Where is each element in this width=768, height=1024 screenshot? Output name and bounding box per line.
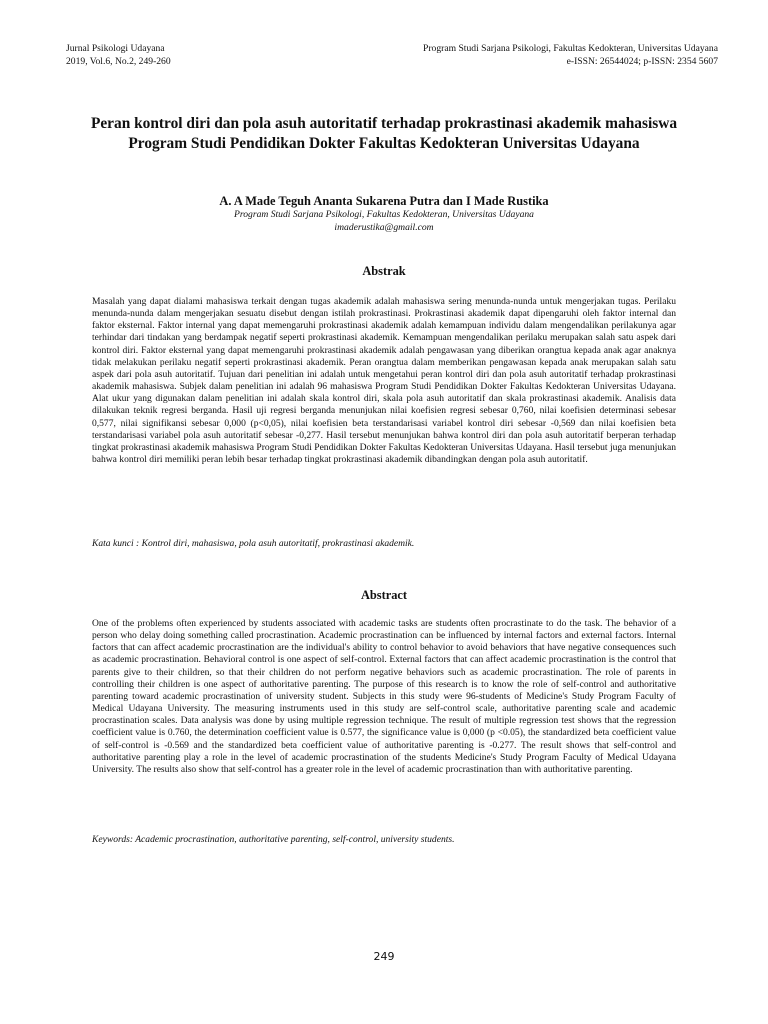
article-title: Peran kontrol diri dan pola asuh autoritatif terhadap prokrastinasi akademik mahasiswa Program Studi Pendidikan Dokter Fakultas Kedokteran Universitas Udayana <box>90 115 678 152</box>
author-email: imaderustika@gmail.com <box>334 222 434 233</box>
article-authors: A. A Made Teguh Ananta Sukarena Putra dan I Made Rustika <box>219 194 549 208</box>
journal-name: Jurnal Psikologi Udayana <box>66 43 165 54</box>
abstract-heading: Abstract <box>360 588 408 602</box>
page-number: 249 <box>373 950 395 963</box>
abstract-keywords: Keywords: Academic procrastination, authoritative parenting, self-control, university students. <box>92 834 455 845</box>
abstrak-body: Masalah yang dapat dialami mahasiswa terkait dengan tugas akademik adalah mahasiswa sering menunda-nunda untuk mengerjakan tugas. Perilaku menunda-nunda dalam mengerjakan sesuatu disebut dengan istilah prokrastinasi. Prokrastinasi akademik dapat dipengaruhi oleh faktor internal dan faktor eksternal. Faktor internal yang dapat memengaruhi prokrastinasi akademik adalah kemampuan individu dalam mengendalikan perilakunya agar terhindar dari tindakan yang berdampak negatif seperti prokrastinasi akademik. Kemampuan mengendalikan perilaku merupakan salah satu aspek dari kontrol diri. Faktor eksternal yang dapat memengaruhi prokrastinasi akademik adalah pengawasan yang diberikan orangtua kepada anak agar anaknya tidak melakukan perilaku negatif seperti prokrastinasi akademik. Peran orangtua dalam memberikan pengawasan kepada anak merupakan salah satu aspek dari pola asuh autoritatif. Tujuan dari penelitian ini adalah untuk mengetahui peran kontrol diri dan pola asuh autoritatif terhadap prokrastinasi akademik mahasiswa. Subjek dalam penelitian ini adalah 96 mahasiswa Program Studi Pendidikan Dokter Fakultas Kedokteran Universitas Udayana. Alat ukur yang digunakan dalam penelitian ini adalah skala kontrol diri, skala pola asuh autoritatif dan skala prokrastinasi akademik. Analisis data dilakukan teknik regresi berganda. Hasil uji regresi berganda menunjukan nilai koefisien regresi sebesar 0,760, nilai koefisien determinasi sebesar 0,577, nilai signifikansi sebesar 0,000 (p<0,05), nilai koefisien beta terstandarisasi variabel kontrol diri sebesar -0,569 dan nilai koefisien beta terstandarisasi variabel pola asuh autoritatif sebesar -0,277. Hasil tersebut menunjukan bahwa kontrol diri dan pola asuh autoritatif berperan terhadap tingkat prokrastinasi akademik mahasiswa Program Studi Pendidikan Dokter Fakultas Kedokteran Universitas Udayana. Hasil tersebut juga menunjukan bahwa kontrol diri memiliki peran lebih besar terhadap tingkat prokrastinasi akademik dibandingkan dengan pola asuh autoritatif. <box>92 296 676 466</box>
header-left <box>66 42 171 68</box>
author-affiliation: Program Studi Sarjana Psikologi, Fakultas Kedokteran, Universitas Udayana <box>234 209 534 220</box>
abstrak-heading: Abstrak <box>362 264 406 278</box>
header-right <box>423 42 718 68</box>
abstract-body: One of the problems often experienced by students associated with academic tasks are students often procrastinate to do the task. The behavior of a person who delay doing something called procrastination. Academic procrastination can be influenced by internal factors and external factors. Internal factors that can affect academic procrastination are the individual's ability to control behavior to avoid behaviors that have negative consequences such as academic procrastination. Behavioral control is one aspect of self-control. External factors that can affect academic procrastination is the control that parents give to their children, so that their children do not perform negative behaviors such as academic procrastination. The role of parents in controlling their children is one aspect of authoritative parenting. The purpose of this research is to know the role of self-control and authoritative parenting toward academic procrastination of university student. Subjects in this study were 96-students of Medicine's Study Program Faculty of Medical Udayana University. The measuring instruments used in this study are self-control scale, authoritative parenting scale and academic procrastination scales. Data analysis was done by using multiple regression technique. The result of multiple regression test shows that the regression coefficient value is 0.760, the determination coefficient value is 0.577, the significance value is 0,000 (p <0.05), the standardized beta coefficient value of self-control is -0.569 and the standardized beta coefficient value of authoritative parenting is -0.277. The result shows that self-control and authoritative parenting play a role in the level of academic procrastination of the students Medicine's Study Program Faculty of Medical Udayana University. The results also show that self-control has a greater role in the level of academic procrastination than with authoritative parenting. <box>92 618 676 775</box>
abstrak-keywords: Kata kunci : Kontrol diri, mahasiswa, pola asuh autoritatif, prokrastinasi akademik. <box>92 538 415 549</box>
journal-volume: 2019, Vol.6, No.2, 249-260 <box>66 56 171 67</box>
journal-issn: e-ISSN: 26544024; p-ISSN: 2354 5607 <box>566 56 718 67</box>
journal-institution: Program Studi Sarjana Psikologi, Fakultas Kedokteran, Universitas Udayana <box>423 43 718 54</box>
